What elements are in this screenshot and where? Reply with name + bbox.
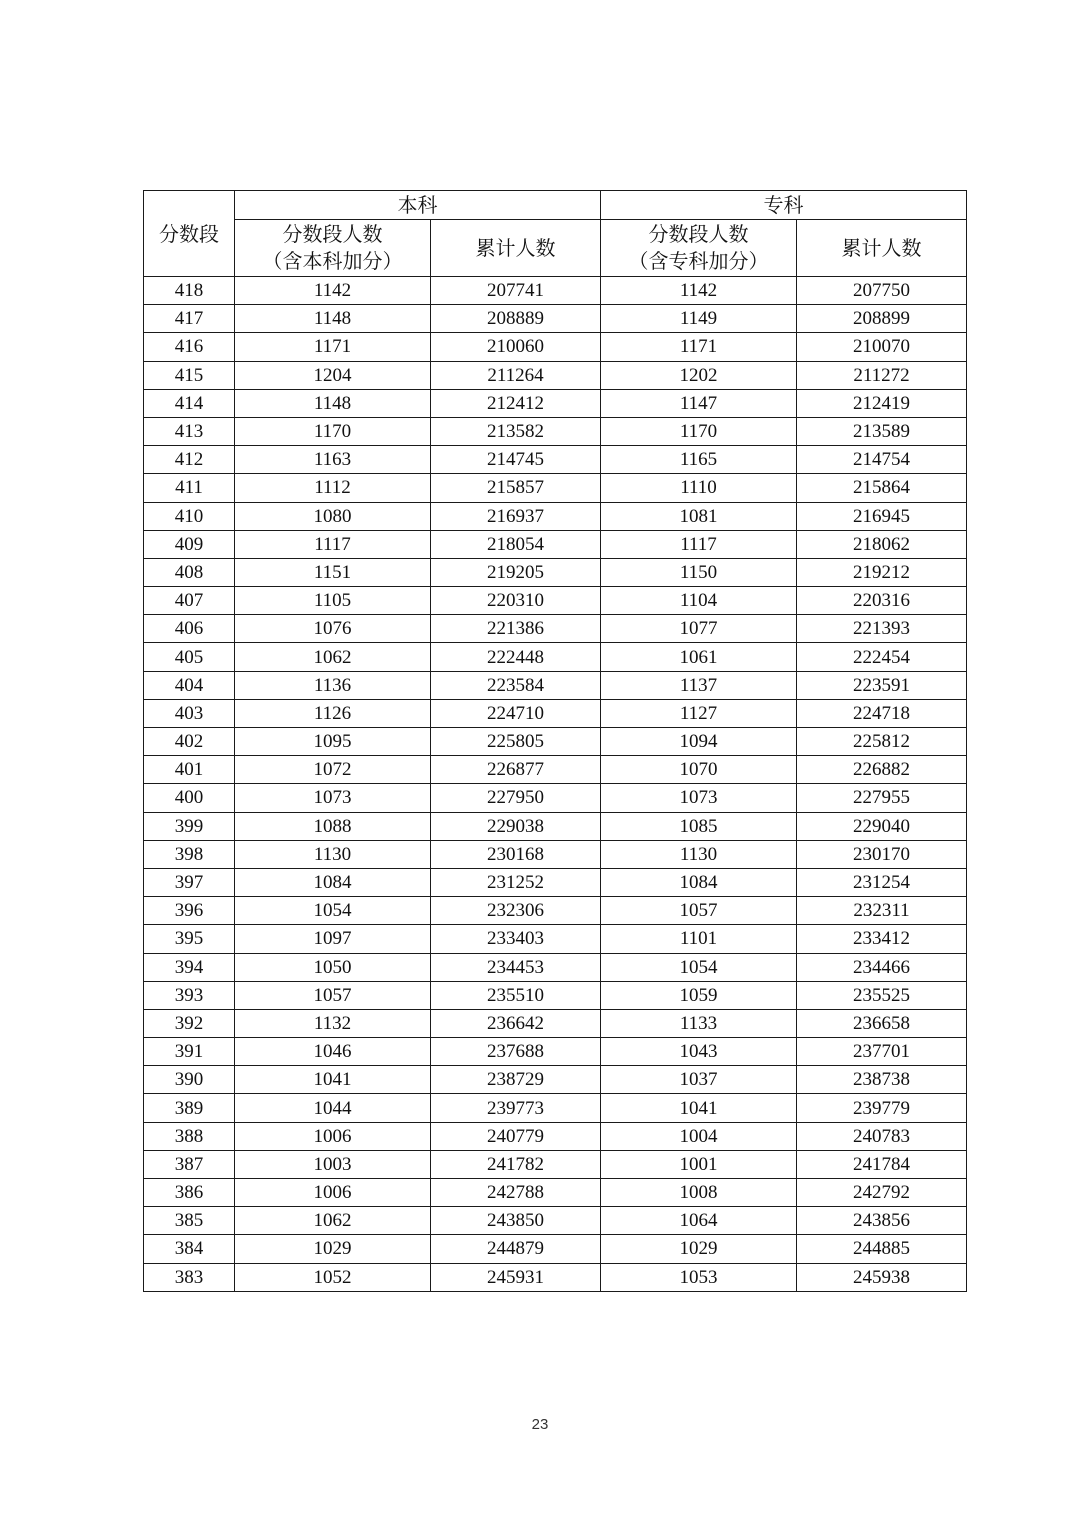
undergrad-count-cell: 1029 bbox=[235, 1235, 431, 1263]
undergrad-count-cell: 1006 bbox=[235, 1179, 431, 1207]
score-cell: 386 bbox=[144, 1179, 235, 1207]
vocational-count-cell: 1004 bbox=[601, 1122, 797, 1150]
score-cell: 399 bbox=[144, 812, 235, 840]
vocational-cumulative-cell: 218062 bbox=[797, 530, 967, 558]
table-row bbox=[144, 1122, 967, 1150]
vocational-count-cell: 1029 bbox=[601, 1235, 797, 1263]
table-row bbox=[144, 587, 967, 615]
undergrad-cumulative-cell: 211264 bbox=[431, 361, 601, 389]
table-row bbox=[144, 812, 967, 840]
undergrad-cumulative-cell: 229038 bbox=[431, 812, 601, 840]
table-row bbox=[144, 756, 967, 784]
vocational-count-cell: 1171 bbox=[601, 333, 797, 361]
vocational-count-cell: 1054 bbox=[601, 953, 797, 981]
score-cell: 400 bbox=[144, 784, 235, 812]
undergrad-count-cell: 1050 bbox=[235, 953, 431, 981]
vocational-cumulative-cell: 230170 bbox=[797, 840, 967, 868]
header-row-groups bbox=[144, 191, 967, 220]
table-row bbox=[144, 699, 967, 727]
undergrad-cumulative-cell: 212412 bbox=[431, 389, 601, 417]
table-row bbox=[144, 417, 967, 445]
vocational-cumulative-cell: 241784 bbox=[797, 1150, 967, 1178]
undergrad-count-cell: 1105 bbox=[235, 587, 431, 615]
score-cell: 414 bbox=[144, 389, 235, 417]
table-row bbox=[144, 1207, 967, 1235]
undergrad-count-cell: 1052 bbox=[235, 1263, 431, 1291]
vocational-count-cell: 1070 bbox=[601, 756, 797, 784]
vocational-count-cell: 1110 bbox=[601, 474, 797, 502]
undergrad-cumulative-cell: 214745 bbox=[431, 446, 601, 474]
table-row bbox=[144, 981, 967, 1009]
undergrad-cumulative-cell: 237688 bbox=[431, 1038, 601, 1066]
score-cell: 387 bbox=[144, 1150, 235, 1178]
vocational-cumulative-cell: 225812 bbox=[797, 728, 967, 756]
table-row bbox=[144, 784, 967, 812]
vocational-cumulative-cell: 243856 bbox=[797, 1207, 967, 1235]
header-undergrad-count bbox=[235, 220, 431, 277]
vocational-count-cell: 1094 bbox=[601, 728, 797, 756]
table-row bbox=[144, 1038, 967, 1066]
undergrad-count-cell: 1148 bbox=[235, 389, 431, 417]
undergrad-count-cell: 1088 bbox=[235, 812, 431, 840]
undergrad-count-cell: 1112 bbox=[235, 474, 431, 502]
undergrad-cumulative-cell: 210060 bbox=[431, 333, 601, 361]
undergrad-count-cell: 1170 bbox=[235, 417, 431, 445]
vocational-count-cell: 1150 bbox=[601, 558, 797, 586]
vocational-count-cell: 1137 bbox=[601, 671, 797, 699]
header-undergrad: 本科 bbox=[235, 191, 601, 220]
vocational-count-cell: 1117 bbox=[601, 530, 797, 558]
vocational-count-cell: 1142 bbox=[601, 277, 797, 305]
table-row bbox=[144, 615, 967, 643]
table-row bbox=[144, 446, 967, 474]
vocational-count-cell: 1053 bbox=[601, 1263, 797, 1291]
vocational-count-cell: 1057 bbox=[601, 897, 797, 925]
vocational-cumulative-cell: 237701 bbox=[797, 1038, 967, 1066]
undergrad-cumulative-cell: 220310 bbox=[431, 587, 601, 615]
vocational-cumulative-cell: 238738 bbox=[797, 1066, 967, 1094]
vocational-cumulative-cell: 212419 bbox=[797, 389, 967, 417]
undergrad-cumulative-cell: 215857 bbox=[431, 474, 601, 502]
table-row bbox=[144, 728, 967, 756]
undergrad-cumulative-cell: 235510 bbox=[431, 981, 601, 1009]
vocational-cumulative-cell: 208899 bbox=[797, 305, 967, 333]
score-cell: 405 bbox=[144, 643, 235, 671]
vocational-cumulative-cell: 216945 bbox=[797, 502, 967, 530]
undergrad-cumulative-cell: 207741 bbox=[431, 277, 601, 305]
vocational-count-cell: 1085 bbox=[601, 812, 797, 840]
vocational-cumulative-cell: 236658 bbox=[797, 1009, 967, 1037]
vocational-count-cell: 1104 bbox=[601, 587, 797, 615]
score-cell: 404 bbox=[144, 671, 235, 699]
score-cell: 391 bbox=[144, 1038, 235, 1066]
undergrad-count-cell: 1117 bbox=[235, 530, 431, 558]
undergrad-cumulative-cell: 236642 bbox=[431, 1009, 601, 1037]
vocational-cumulative-cell: 210070 bbox=[797, 333, 967, 361]
undergrad-cumulative-cell: 230168 bbox=[431, 840, 601, 868]
undergrad-count-cell: 1006 bbox=[235, 1122, 431, 1150]
score-cell: 402 bbox=[144, 728, 235, 756]
vocational-cumulative-cell: 213589 bbox=[797, 417, 967, 445]
header-undergrad-cumulative: 累计人数 bbox=[431, 220, 601, 277]
undergrad-cumulative-cell: 240779 bbox=[431, 1122, 601, 1150]
undergrad-count-cell: 1076 bbox=[235, 615, 431, 643]
vocational-count-cell: 1084 bbox=[601, 868, 797, 896]
score-cell: 393 bbox=[144, 981, 235, 1009]
table-row bbox=[144, 1263, 967, 1291]
vocational-cumulative-cell: 224718 bbox=[797, 699, 967, 727]
vocational-count-cell: 1081 bbox=[601, 502, 797, 530]
score-cell: 389 bbox=[144, 1094, 235, 1122]
score-cell: 388 bbox=[144, 1122, 235, 1150]
vocational-count-cell: 1165 bbox=[601, 446, 797, 474]
table-row bbox=[144, 1094, 967, 1122]
score-cell: 406 bbox=[144, 615, 235, 643]
header-score-range: 分数段 bbox=[144, 191, 235, 277]
undergrad-count-cell: 1095 bbox=[235, 728, 431, 756]
table-row bbox=[144, 361, 967, 389]
table-row bbox=[144, 1235, 967, 1263]
undergrad-count-cell: 1041 bbox=[235, 1066, 431, 1094]
undergrad-count-cell: 1003 bbox=[235, 1150, 431, 1178]
vocational-count-cell: 1059 bbox=[601, 981, 797, 1009]
undergrad-cumulative-cell: 242788 bbox=[431, 1179, 601, 1207]
vocational-cumulative-cell: 231254 bbox=[797, 868, 967, 896]
table-row bbox=[144, 530, 967, 558]
vocational-count-cell: 1101 bbox=[601, 925, 797, 953]
vocational-cumulative-cell: 226882 bbox=[797, 756, 967, 784]
score-cell: 413 bbox=[144, 417, 235, 445]
vocational-count-cell: 1001 bbox=[601, 1150, 797, 1178]
undergrad-count-cell: 1057 bbox=[235, 981, 431, 1009]
table-row bbox=[144, 1066, 967, 1094]
table-row bbox=[144, 840, 967, 868]
undergrad-cumulative-cell: 238729 bbox=[431, 1066, 601, 1094]
undergrad-count-cell: 1148 bbox=[235, 305, 431, 333]
vocational-cumulative-cell: 244885 bbox=[797, 1235, 967, 1263]
vocational-cumulative-cell: 245938 bbox=[797, 1263, 967, 1291]
score-cell: 417 bbox=[144, 305, 235, 333]
vocational-count-cell: 1202 bbox=[601, 361, 797, 389]
table-body bbox=[144, 277, 967, 1292]
vocational-count-cell: 1170 bbox=[601, 417, 797, 445]
undergrad-cumulative-cell: 213582 bbox=[431, 417, 601, 445]
header-undergrad-count-line1: 分数段人数 bbox=[282, 222, 383, 246]
undergrad-count-cell: 1130 bbox=[235, 840, 431, 868]
undergrad-cumulative-cell: 234453 bbox=[431, 953, 601, 981]
table-row bbox=[144, 1009, 967, 1037]
undergrad-count-cell: 1142 bbox=[235, 277, 431, 305]
table-row bbox=[144, 305, 967, 333]
score-cell: 412 bbox=[144, 446, 235, 474]
vocational-cumulative-cell: 223591 bbox=[797, 671, 967, 699]
score-cell: 385 bbox=[144, 1207, 235, 1235]
vocational-count-cell: 1043 bbox=[601, 1038, 797, 1066]
undergrad-cumulative-cell: 225805 bbox=[431, 728, 601, 756]
vocational-count-cell: 1041 bbox=[601, 1094, 797, 1122]
undergrad-cumulative-cell: 222448 bbox=[431, 643, 601, 671]
table-row bbox=[144, 558, 967, 586]
undergrad-count-cell: 1171 bbox=[235, 333, 431, 361]
vocational-cumulative-cell: 239779 bbox=[797, 1094, 967, 1122]
undergrad-cumulative-cell: 239773 bbox=[431, 1094, 601, 1122]
undergrad-count-cell: 1054 bbox=[235, 897, 431, 925]
table-row bbox=[144, 502, 967, 530]
table-row bbox=[144, 868, 967, 896]
undergrad-count-cell: 1151 bbox=[235, 558, 431, 586]
score-cell: 396 bbox=[144, 897, 235, 925]
score-cell: 401 bbox=[144, 756, 235, 784]
vocational-cumulative-cell: 233412 bbox=[797, 925, 967, 953]
vocational-cumulative-cell: 234466 bbox=[797, 953, 967, 981]
table-row bbox=[144, 474, 967, 502]
header-vocational-count-line1: 分数段人数 bbox=[648, 222, 749, 246]
score-cell: 392 bbox=[144, 1009, 235, 1037]
undergrad-count-cell: 1097 bbox=[235, 925, 431, 953]
undergrad-cumulative-cell: 223584 bbox=[431, 671, 601, 699]
vocational-cumulative-cell: 220316 bbox=[797, 587, 967, 615]
undergrad-cumulative-cell: 226877 bbox=[431, 756, 601, 784]
score-cell: 407 bbox=[144, 587, 235, 615]
table-row bbox=[144, 389, 967, 417]
undergrad-cumulative-cell: 245931 bbox=[431, 1263, 601, 1291]
score-cell: 408 bbox=[144, 558, 235, 586]
score-cell: 416 bbox=[144, 333, 235, 361]
table-row bbox=[144, 1150, 967, 1178]
undergrad-count-cell: 1204 bbox=[235, 361, 431, 389]
score-cell: 415 bbox=[144, 361, 235, 389]
header-row-columns bbox=[144, 220, 967, 277]
header-vocational: 专科 bbox=[601, 191, 967, 220]
table-row bbox=[144, 925, 967, 953]
undergrad-count-cell: 1126 bbox=[235, 699, 431, 727]
undergrad-count-cell: 1136 bbox=[235, 671, 431, 699]
vocational-cumulative-cell: 232311 bbox=[797, 897, 967, 925]
undergrad-cumulative-cell: 216937 bbox=[431, 502, 601, 530]
undergrad-count-cell: 1084 bbox=[235, 868, 431, 896]
undergrad-cumulative-cell: 218054 bbox=[431, 530, 601, 558]
undergrad-cumulative-cell: 231252 bbox=[431, 868, 601, 896]
vocational-count-cell: 1130 bbox=[601, 840, 797, 868]
header-vocational-count bbox=[601, 220, 797, 277]
header-vocational-count-line2: （含专科加分） bbox=[628, 249, 769, 273]
vocational-cumulative-cell: 211272 bbox=[797, 361, 967, 389]
score-cell: 384 bbox=[144, 1235, 235, 1263]
vocational-count-cell: 1008 bbox=[601, 1179, 797, 1207]
table-row bbox=[144, 643, 967, 671]
vocational-count-cell: 1064 bbox=[601, 1207, 797, 1235]
score-cell: 410 bbox=[144, 502, 235, 530]
vocational-cumulative-cell: 219212 bbox=[797, 558, 967, 586]
undergrad-count-cell: 1080 bbox=[235, 502, 431, 530]
table-row bbox=[144, 1179, 967, 1207]
page-number: 23 bbox=[531, 1416, 549, 1433]
score-cell: 395 bbox=[144, 925, 235, 953]
undergrad-count-cell: 1163 bbox=[235, 446, 431, 474]
undergrad-cumulative-cell: 244879 bbox=[431, 1235, 601, 1263]
score-cell: 418 bbox=[144, 277, 235, 305]
undergrad-count-cell: 1072 bbox=[235, 756, 431, 784]
table-row bbox=[144, 671, 967, 699]
undergrad-cumulative-cell: 208889 bbox=[431, 305, 601, 333]
vocational-cumulative-cell: 215864 bbox=[797, 474, 967, 502]
undergrad-cumulative-cell: 241782 bbox=[431, 1150, 601, 1178]
score-cell: 411 bbox=[144, 474, 235, 502]
score-cell: 403 bbox=[144, 699, 235, 727]
vocational-cumulative-cell: 222454 bbox=[797, 643, 967, 671]
undergrad-count-cell: 1062 bbox=[235, 643, 431, 671]
vocational-count-cell: 1127 bbox=[601, 699, 797, 727]
score-cell: 394 bbox=[144, 953, 235, 981]
vocational-count-cell: 1149 bbox=[601, 305, 797, 333]
undergrad-cumulative-cell: 221386 bbox=[431, 615, 601, 643]
vocational-cumulative-cell: 227955 bbox=[797, 784, 967, 812]
table-row bbox=[144, 333, 967, 361]
vocational-cumulative-cell: 240783 bbox=[797, 1122, 967, 1150]
vocational-count-cell: 1037 bbox=[601, 1066, 797, 1094]
undergrad-cumulative-cell: 243850 bbox=[431, 1207, 601, 1235]
vocational-cumulative-cell: 214754 bbox=[797, 446, 967, 474]
vocational-cumulative-cell: 207750 bbox=[797, 277, 967, 305]
vocational-cumulative-cell: 221393 bbox=[797, 615, 967, 643]
score-cell: 390 bbox=[144, 1066, 235, 1094]
undergrad-cumulative-cell: 224710 bbox=[431, 699, 601, 727]
table-row bbox=[144, 953, 967, 981]
undergrad-count-cell: 1073 bbox=[235, 784, 431, 812]
header-vocational-cumulative: 累计人数 bbox=[797, 220, 967, 277]
vocational-count-cell: 1133 bbox=[601, 1009, 797, 1037]
undergrad-cumulative-cell: 219205 bbox=[431, 558, 601, 586]
vocational-count-cell: 1077 bbox=[601, 615, 797, 643]
vocational-cumulative-cell: 235525 bbox=[797, 981, 967, 1009]
score-cell: 383 bbox=[144, 1263, 235, 1291]
score-cell: 397 bbox=[144, 868, 235, 896]
undergrad-count-cell: 1046 bbox=[235, 1038, 431, 1066]
table-row bbox=[144, 277, 967, 305]
table-row bbox=[144, 897, 967, 925]
vocational-count-cell: 1061 bbox=[601, 643, 797, 671]
undergrad-cumulative-cell: 233403 bbox=[431, 925, 601, 953]
vocational-count-cell: 1073 bbox=[601, 784, 797, 812]
undergrad-count-cell: 1132 bbox=[235, 1009, 431, 1037]
score-cell: 409 bbox=[144, 530, 235, 558]
undergrad-count-cell: 1062 bbox=[235, 1207, 431, 1235]
vocational-count-cell: 1147 bbox=[601, 389, 797, 417]
undergrad-cumulative-cell: 232306 bbox=[431, 897, 601, 925]
score-distribution-table bbox=[143, 190, 967, 1292]
vocational-cumulative-cell: 229040 bbox=[797, 812, 967, 840]
undergrad-count-cell: 1044 bbox=[235, 1094, 431, 1122]
score-cell: 398 bbox=[144, 840, 235, 868]
undergrad-cumulative-cell: 227950 bbox=[431, 784, 601, 812]
header-undergrad-count-line2: （含本科加分） bbox=[262, 249, 403, 273]
vocational-cumulative-cell: 242792 bbox=[797, 1179, 967, 1207]
